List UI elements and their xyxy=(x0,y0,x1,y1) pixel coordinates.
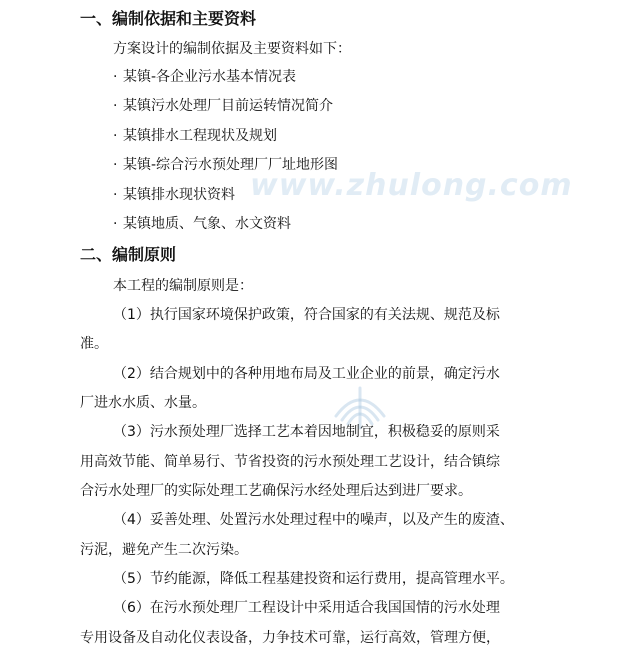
section-heading-principles: 二、编制原则 xyxy=(80,245,177,264)
principle-4-line-2: 污泥，避免产生二次污染。 xyxy=(80,542,248,558)
principle-3-line-3: 合污水处理厂的实际处理工艺确保污水经处理后达到进厂要求。 xyxy=(80,483,472,499)
section-intro-principles: 本工程的编制原则是： xyxy=(113,278,253,294)
reference-list xyxy=(113,68,338,244)
list-item: · 某镇-各企业污水基本情况表 xyxy=(113,69,297,85)
principle-3-line-2: 用高效节能、简单易行、节省投资的污水预处理工艺设计，结合镇综 xyxy=(80,454,500,470)
list-item: · 某镇污水处理厂目前运转情况简介 xyxy=(113,98,333,115)
principle-5-line-1: （5）节约能源，降低工程基建投资和运行费用，提高管理水平。 xyxy=(113,571,514,587)
list-item: · 某镇地质、气象、水文资料 xyxy=(113,215,291,232)
bullet-icon: · xyxy=(113,157,118,174)
list-item: · 某镇排水工程现状及规划 xyxy=(113,127,277,144)
bullet-icon: · xyxy=(113,215,118,232)
section-heading-basis: 一、编制依据和主要资料 xyxy=(80,9,257,28)
principle-1-line-1: （1）执行国家环境保护政策，符合国家的有关法规、规范及标 xyxy=(113,307,500,323)
list-item: · 某镇-综合污水预处理厂厂址地形图 xyxy=(113,157,339,174)
watermark-text: www.zhulong.com xyxy=(250,168,573,203)
principle-3-line-1: （3）污水预处理厂选择工艺本着因地制宜，积极稳妥的原则采 xyxy=(113,424,500,440)
principle-2-line-2: 厂进水水质、水量。 xyxy=(80,395,206,411)
principle-1-line-2: 准。 xyxy=(80,336,108,352)
principle-2-line-1: （2）结合规划中的各种用地布局及工业企业的前景，确定污水 xyxy=(113,366,500,382)
principle-6-line-1: （6）在污水预处理厂工程设计中采用适合我国国情的污水处理 xyxy=(113,600,500,616)
principle-4-line-1: （4）妥善处理、处置污水处理过程中的噪声，以及产生的废渣、 xyxy=(113,512,514,528)
list-item: · 某镇排水现状资料 xyxy=(113,186,235,203)
bullet-icon: · xyxy=(113,127,118,144)
principle-6-line-2: 专用设备及自动化仪表设备，力争技术可靠，运行高效，管理方便， xyxy=(80,630,500,646)
bullet-icon: · xyxy=(113,69,118,85)
bullet-icon: · xyxy=(113,98,118,115)
section-intro-basis: 方案设计的编制依据及主要资料如下： xyxy=(113,41,351,57)
bullet-icon: · xyxy=(113,186,118,203)
